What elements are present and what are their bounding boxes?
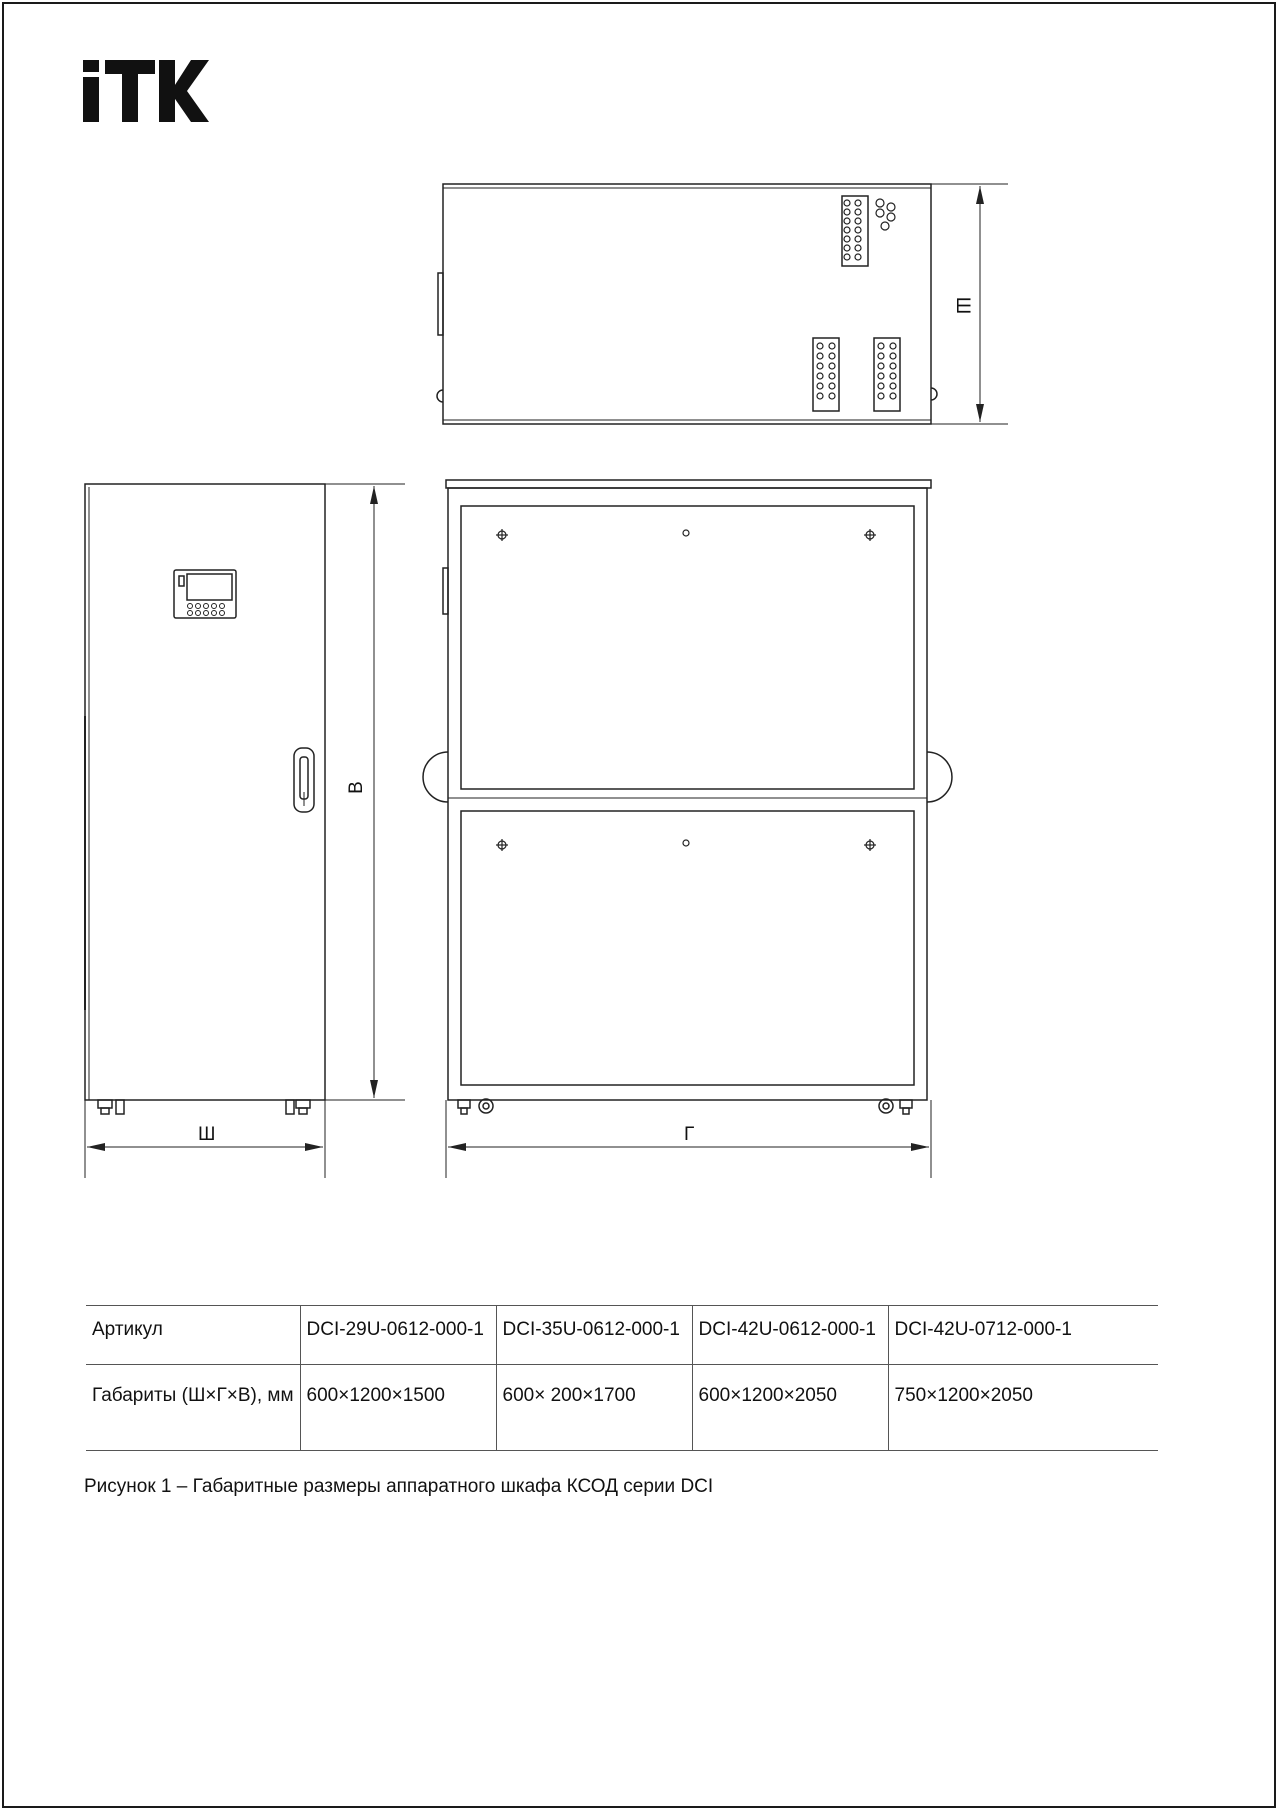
depth-label: Г bbox=[684, 1124, 695, 1145]
width-label: Ш bbox=[198, 1124, 216, 1145]
height-label: В bbox=[345, 781, 367, 794]
table-row bbox=[86, 1306, 1158, 1365]
article-cell: DCI-29U-0612-000-1 bbox=[300, 1306, 496, 1365]
front-view bbox=[423, 480, 952, 1178]
dimension-cell: 600×1200×2050 bbox=[692, 1365, 888, 1451]
spec-table bbox=[86, 1305, 1158, 1451]
table-row-label: Габариты (Ш×Г×В), мм bbox=[86, 1365, 300, 1451]
article-cell: DCI-42U-0612-000-1 bbox=[692, 1306, 888, 1365]
top-width-label: Ш bbox=[952, 296, 974, 315]
article-cell: DCI-35U-0612-000-1 bbox=[496, 1306, 692, 1365]
table-row bbox=[86, 1365, 1158, 1451]
dimension-cell: 600×1200×1500 bbox=[300, 1365, 496, 1451]
table-header-cell: Артикул bbox=[86, 1306, 300, 1365]
article-cell: DCI-42U-0712-000-1 bbox=[888, 1306, 1158, 1365]
top-view bbox=[437, 184, 1008, 424]
side-view bbox=[85, 484, 405, 1178]
figure-caption: Рисунок 1 – Габаритные размеры аппаратного шкафа КСОД серии DCI bbox=[84, 1476, 714, 1497]
dimension-cell: 600× 200×1700 bbox=[496, 1365, 692, 1451]
dimension-cell: 750×1200×2050 bbox=[888, 1365, 1158, 1451]
